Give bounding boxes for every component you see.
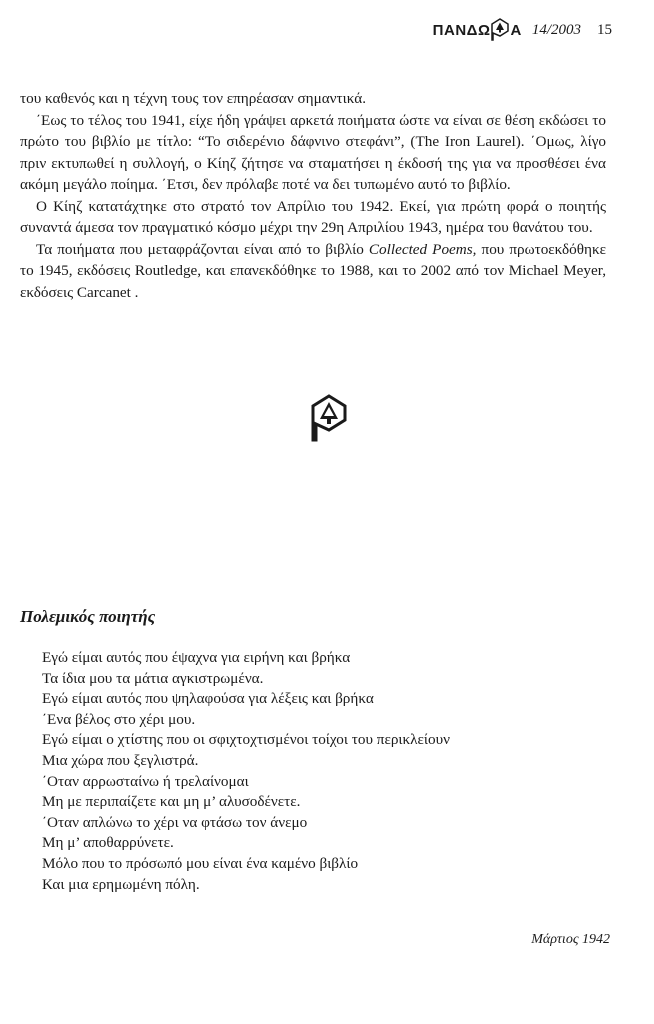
poem-body <box>42 648 450 895</box>
poem-line: Μόλο που το πρόσωπό μου είναι ένα καμένο βιβλίο <box>42 854 359 872</box>
paragraph <box>20 239 606 304</box>
paragraph: Ο Κίηζ κατατάχτηκε στο στρατό τον Απρίλιο του 1942. Εκεί, για πρώτη φορά ο ποιητής συναντά άμεσα τον πραγματικό κόσμο μέχρι την 29η Απριλίου 1943, ημέρα του θανάτου του. <box>20 197 606 236</box>
journal-brand <box>433 18 522 42</box>
issue-number: 14/2003 <box>531 21 581 38</box>
poem-line: Μια χώρα που ξεγλιστρά. <box>42 751 199 769</box>
running-header <box>433 18 612 42</box>
poem-line: Εγώ είμαι ο χτίστης που οι σφιχτοχτισμένοι τοίχοι του περικλείουν <box>42 731 450 749</box>
article-body <box>20 88 606 303</box>
poem-title: Πολεμικός ποιητής <box>20 607 156 626</box>
poem-line: Μη με περιπαίζετε και μη μ’ αλυσοδένετε. <box>42 793 301 811</box>
paragraph-text: Τα ποιήματα που μεταφράζονται είναι από το βιβλίο <box>36 240 369 258</box>
book-title: Collected Poems, <box>368 240 477 258</box>
brand-text-left: ΠΑΝΔΩ <box>432 21 491 39</box>
paragraph: ΄Εως το τέλος του 1941, είχε ήδη γράψει αρκετά ποιήματα ώστε να είναι σε θέση εκδώσει το πρώτο του βιβλίο με τίτλο: “Το σιδερένιο δάφνινο στεφάνι”, (The Iron Laurel). ΄Ομως, λίγο πριν εκτυπωθεί η συλλογή, ο Κίηζ ζήτησε να σταματήσει η έκδοσή της για να προσθέσει ένα ακόμη μεγάλο ποίημα. ΄Ετσι, δεν πρόλαβε ποτέ να δει τυπωμένο αυτό το βιβλίο. <box>20 111 606 193</box>
poem-line: ΄Οταν αρρωσταίνω ή τρελαίνομαι <box>42 772 249 790</box>
poem-line: ΄Ενα βέλος στο χέρι μου. <box>42 710 196 728</box>
poem-line: Τα ίδια μου τα μάτια αγκιστρωμένα. <box>42 669 264 687</box>
poem-line: Εγώ είμαι αυτός που ψηλαφούσα για λέξεις και βρήκα <box>42 690 374 708</box>
paragraph-text: που πρωτοεκδόθηκε το 1945, εκδόσεις Routledge, και επανεκδόθηκε το 1988, και το 2002 από τον Michael Meyer, εκδόσεις Carcanet . <box>20 240 606 301</box>
poem-line: ΄Οταν απλώνω το χέρι να φτάσω τον άνεμο <box>42 813 308 831</box>
pandora-logo-icon <box>311 394 347 442</box>
poem-line: Εγώ είμαι αυτός που έψαχνα για ειρήνη και βρήκα <box>42 649 351 666</box>
poem-line: Και μια ερημωμένη πόλη. <box>42 875 200 893</box>
paragraph: του καθενός και η τέχνη τους τον επηρέασαν σημαντικά. <box>20 90 366 107</box>
page-number: 15 <box>597 21 612 38</box>
poem-date: Μάρτιος 1942 <box>531 932 610 947</box>
poem-line: Μη μ’ αποθαρρύνετε. <box>42 834 174 852</box>
brand-text-right: Α <box>510 21 522 39</box>
pandora-logo-icon <box>491 18 509 42</box>
